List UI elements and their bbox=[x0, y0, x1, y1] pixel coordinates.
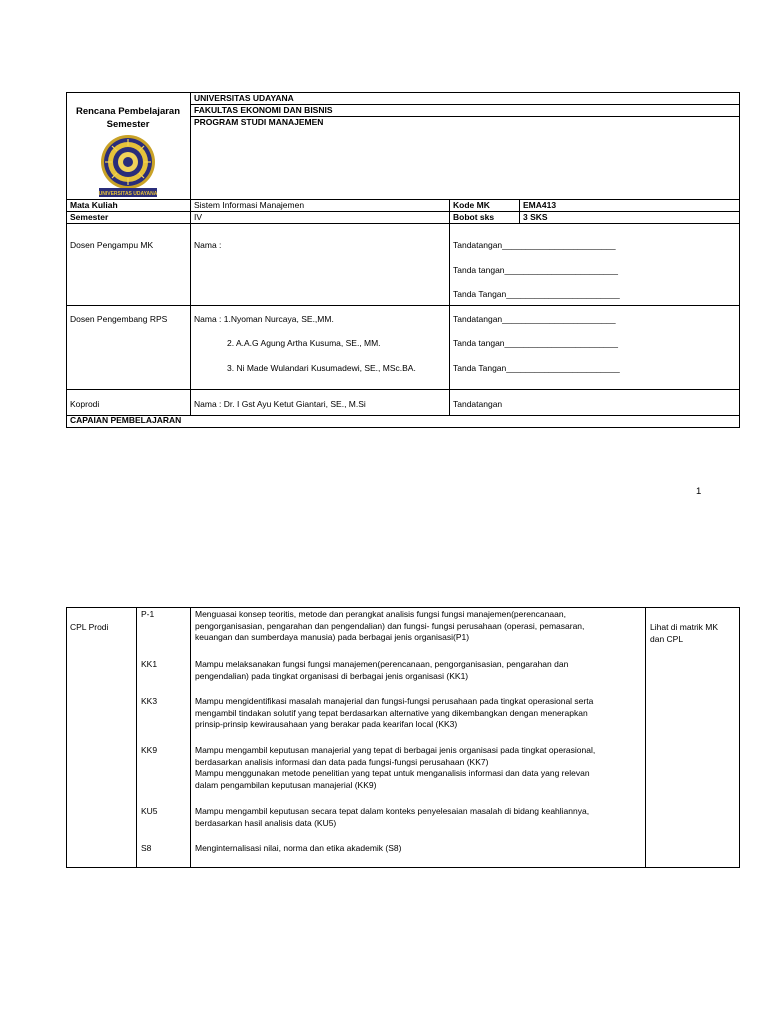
cpl-code-kk3: KK3 bbox=[141, 696, 158, 706]
rps-title-line1: Rencana Pembelajaran bbox=[75, 106, 181, 117]
dosen-pengembang-sign-3: Tanda Tangan________________________ bbox=[453, 363, 620, 373]
kode-mk-label: Kode MK bbox=[453, 200, 490, 210]
cpl-description-line: keuangan dan sumberdaya manusia) pada berbagai jenis organisasi(P1) bbox=[195, 632, 470, 642]
page-number: 1 bbox=[696, 486, 702, 497]
cpl-description-line: Mampu mengambil keputusan secara tepat dalam konteks penyelesaian masalah di bidang keahliannya, bbox=[195, 806, 590, 816]
dosen-pengampu-sign-2: Tanda tangan________________________ bbox=[453, 265, 618, 275]
program-name: PROGRAM STUDI MANAJEMEN bbox=[194, 117, 324, 127]
bobot-value: 3 SKS bbox=[523, 212, 548, 222]
cpl-code-s8: S8 bbox=[141, 843, 152, 853]
cpl-description-line: berdasarkan analisis informasi dan data pada fungsi-fungsi perusahaan (KK7) bbox=[195, 756, 489, 767]
logo-caption: UNIVERSITAS UDAYANA bbox=[98, 191, 158, 197]
semester-label: Semester bbox=[70, 212, 109, 222]
university-name: UNIVERSITAS UDAYANA bbox=[194, 93, 294, 103]
university-logo bbox=[96, 133, 160, 199]
kode-mk-value: EMA413 bbox=[523, 200, 557, 210]
koprodi-nama: Nama : Dr. I Gst Ayu Ketut Giantari, SE., M.Si bbox=[194, 399, 366, 409]
cpl-description-line: Menginternalisasi nilai, norma dan etika akademik (S8) bbox=[195, 843, 402, 853]
cpl-description-line: dalam pengambilan keputusan manajerial (KK9) bbox=[195, 779, 377, 790]
cpl-description-line: prinsip-prinsip kewirausahaan yang berakar pada kearifan local (KK3) bbox=[195, 719, 458, 729]
cpl-code-p-1: P-1 bbox=[141, 609, 155, 619]
cpl-note-line-1: Lihat di matrik MK bbox=[650, 622, 719, 632]
cpl-code-ku5: KU5 bbox=[141, 806, 158, 816]
cpl-description-line: Menguasai konsep teoritis, metode dan perangkat analisis fungsi fungsi manajemen(perencanaan, bbox=[195, 609, 566, 619]
dosen-pengembang-nama-3: 3. Ni Made Wulandari Kusumadewi, SE., MSc.BA. bbox=[227, 363, 416, 373]
mata-kuliah-label: Mata Kuliah bbox=[70, 200, 118, 210]
dosen-pengampu-sign-1: Tandatangan________________________ bbox=[453, 240, 616, 250]
mata-kuliah-value: Sistem Informasi Manajemen bbox=[194, 200, 305, 210]
dosen-pengembang-label: Dosen Pengembang RPS bbox=[70, 314, 168, 324]
semester-value: IV bbox=[194, 212, 203, 222]
cpl-description-line: pengendalian) pada tingkat organisasi di berbagai jenis organisasi (KK1) bbox=[195, 670, 469, 681]
cpl-code-kk9: KK9 bbox=[141, 745, 158, 755]
dosen-pengampu-nama: Nama : bbox=[194, 240, 222, 250]
dosen-pengembang-nama-2: 2. A.A.G Agung Artha Kusuma, SE., MM. bbox=[227, 338, 381, 348]
cpl-description-line: Mampu melaksanakan fungsi fungsi manajemen(perencanaan, pengorganisasian, pengarahan dan bbox=[195, 659, 569, 669]
dosen-pengembang-nama-1: Nama : 1.Nyoman Nurcaya, SE.,MM. bbox=[194, 314, 334, 324]
dosen-pengembang-sign-1: Tandatangan________________________ bbox=[453, 314, 616, 324]
cpl-description-line: Mampu mengambil keputusan manajerial yang tepat di berbagai jenis organisasi pada tingkat operasional, bbox=[195, 745, 596, 755]
cpl-prodi-label: CPL Prodi bbox=[70, 622, 109, 632]
cpl-description-line: mengambil tindakan solutif yang tepat berdasarkan alternative yang dikembangkan dengan menerapkan bbox=[195, 707, 588, 718]
cpl-description-line: berdasarkan hasil analisis data (KU5) bbox=[195, 817, 337, 828]
bobot-label: Bobot sks bbox=[453, 212, 495, 222]
cpl-description-line: pengorganisasian, pengarahan dan pengendalian) dan fungsi- fungsi perusahaan (operasi, pemasaran, bbox=[195, 620, 585, 631]
cpl-code-kk1: KK1 bbox=[141, 659, 158, 669]
capaian-pembelajaran-heading: CAPAIAN PEMBELAJARAN bbox=[70, 415, 182, 425]
cpl-description-line: Mampu mengidentifikasi masalah manajerial dan fungsi-fungsi perusahaan pada tingkat operasional serta bbox=[195, 696, 594, 706]
koprodi-label: Koprodi bbox=[70, 399, 100, 409]
faculty-name: FAKULTAS EKONOMI DAN BISNIS bbox=[194, 105, 333, 115]
rps-title-line2: Semester bbox=[106, 119, 150, 130]
cpl-note-line-2: dan CPL bbox=[650, 634, 684, 644]
dosen-pengampu-sign-3: Tanda Tangan________________________ bbox=[453, 289, 620, 299]
dosen-pengampu-label: Dosen Pengampu MK bbox=[70, 240, 154, 250]
koprodi-sign: Tandatangan bbox=[453, 399, 503, 409]
dosen-pengembang-sign-2: Tanda tangan________________________ bbox=[453, 338, 618, 348]
cpl-description-line: Mampu menggunakan metode penelitian yang tepat untuk menganalisis informasi dan data yang relevan bbox=[195, 768, 590, 778]
